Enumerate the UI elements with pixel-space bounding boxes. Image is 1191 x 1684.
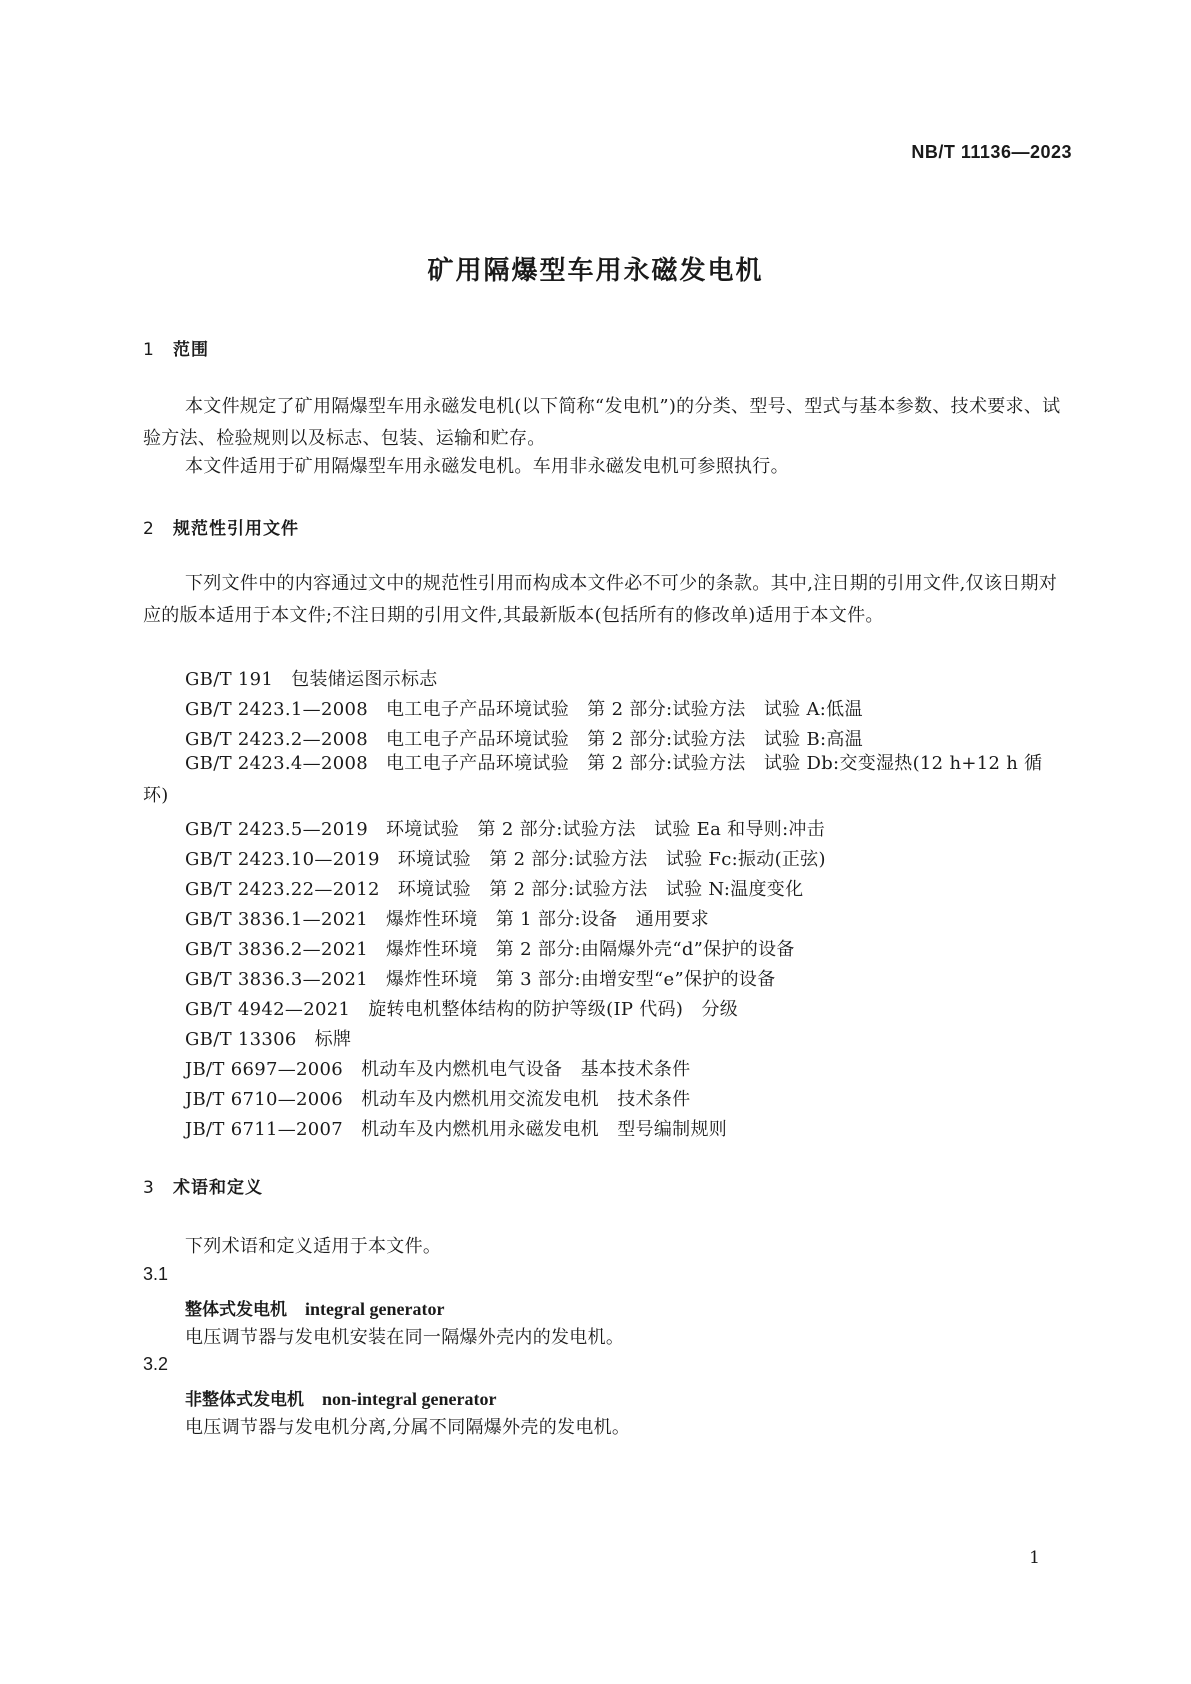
- term-name-en: non-integral generator: [322, 1389, 497, 1409]
- reference-title: 机动车及内燃机用永磁发电机 型号编制规则: [361, 1119, 728, 1140]
- term-number: 3.1: [143, 1264, 169, 1284]
- terms-intro-paragraph: 下列术语和定义适用于本文件。: [185, 1236, 442, 1257]
- reference-title: 包装储运图示标志: [291, 669, 438, 690]
- reference-title: 电工电子产品环境试验 第 2 部分:试验方法 试验 Db:交变湿热(12 h+12 h 循环): [143, 753, 1043, 806]
- term-definition: 电压调节器与发电机分离,分属不同隔爆外壳的发电机。: [185, 1417, 631, 1438]
- reference-code: GB/T 2423.5—2019: [185, 819, 368, 840]
- reference-code: GB/T 3836.1—2021: [185, 909, 368, 930]
- reference-item: [185, 815, 825, 841]
- reference-title: 旋转电机整体结构的防护等级(IP 代码) 分级: [368, 999, 739, 1020]
- reference-item: [185, 1055, 690, 1081]
- reference-code: GB/T 13306: [185, 1029, 297, 1050]
- section-title: 规范性引用文件: [173, 519, 299, 539]
- reference-title: 环境试验 第 2 部分:试验方法 试验 Ea 和导则:冲击: [386, 819, 826, 840]
- document-title: 矿用隔爆型车用永磁发电机: [427, 256, 764, 286]
- reference-code: JB/T 6711—2007: [185, 1119, 344, 1140]
- standard-number: NB/T 11136—2023: [911, 142, 1072, 162]
- reference-title: 电工电子产品环境试验 第 2 部分:试验方法 试验 B:高温: [386, 729, 863, 750]
- section-number: 3: [143, 1178, 155, 1198]
- reference-title: 爆炸性环境 第 1 部分:设备 通用要求: [386, 909, 709, 930]
- reference-item: [185, 1115, 727, 1141]
- reference-item: [185, 1085, 690, 1111]
- term-name: [185, 1385, 496, 1410]
- reference-item: [143, 748, 1063, 812]
- reference-code: GB/T 3836.3—2021: [185, 969, 368, 990]
- reference-code: GB/T 2423.1—2008: [185, 699, 368, 720]
- references-intro-paragraph: 下列文件中的内容通过文中的规范性引用而构成本文件必不可少的条款。其中,注日期的引用文件,仅该日期对应的版本适用于本文件;不注日期的引用文件,其最新版本(包括所有的修改单)适用于本文件。: [143, 573, 1058, 626]
- section-3-heading: [143, 1173, 263, 1198]
- reference-title: 电工电子产品环境试验 第 2 部分:试验方法 试验 A:低温: [386, 699, 863, 720]
- reference-item: [185, 935, 795, 961]
- term-name-zh: 整体式发电机: [185, 1300, 287, 1320]
- reference-code: GB/T 2423.4—2008: [185, 753, 368, 774]
- reference-title: 环境试验 第 2 部分:试验方法 试验 N:温度变化: [397, 879, 804, 900]
- scope-paragraph-1: 本文件规定了矿用隔爆型车用永磁发电机(以下简称“发电机”)的分类、型号、型式与基本参数、技术要求、试验方法、检验规则以及标志、包装、运输和贮存。: [143, 396, 1061, 449]
- reference-item: [185, 905, 709, 931]
- term-number: 3.2: [143, 1354, 169, 1374]
- page-number: 1: [1029, 1548, 1040, 1568]
- reference-code: JB/T 6697—2006: [185, 1059, 344, 1080]
- reference-title: 环境试验 第 2 部分:试验方法 试验 Fc:振动(正弦): [397, 849, 826, 870]
- term-name: [185, 1295, 444, 1320]
- reference-item: [185, 695, 863, 721]
- reference-code: GB/T 2423.2—2008: [185, 729, 368, 750]
- scope-paragraph-2: 本文件适用于矿用隔爆型车用永磁发电机。车用非永磁发电机可参照执行。: [185, 456, 789, 477]
- reference-item: [185, 1025, 351, 1051]
- reference-item: [185, 995, 738, 1021]
- reference-code: GB/T 4942—2021: [185, 999, 351, 1020]
- reference-title: 标牌: [314, 1029, 352, 1050]
- reference-code: GB/T 191: [185, 669, 274, 690]
- reference-code: GB/T 3836.2—2021: [185, 939, 368, 960]
- section-title: 范围: [173, 340, 209, 360]
- reference-item: [185, 875, 803, 901]
- section-1-heading: [143, 335, 209, 360]
- section-number: 1: [143, 340, 155, 360]
- reference-item: [185, 665, 438, 691]
- term-name-en: integral generator: [305, 1299, 445, 1319]
- reference-item: [185, 845, 826, 871]
- reference-code: JB/T 6710—2006: [185, 1089, 344, 1110]
- section-number: 2: [143, 519, 155, 539]
- reference-title: 爆炸性环境 第 3 部分:由增安型“e”保护的设备: [386, 969, 776, 990]
- reference-item: [185, 965, 776, 991]
- term-name-zh: 非整体式发电机: [185, 1390, 304, 1410]
- term-definition: 电压调节器与发电机安装在同一隔爆外壳内的发电机。: [185, 1327, 625, 1348]
- section-2-heading: [143, 514, 299, 539]
- reference-title: 机动车及内燃机用交流发电机 技术条件: [361, 1089, 691, 1110]
- reference-code: GB/T 2423.22—2012: [185, 879, 380, 900]
- reference-title: 爆炸性环境 第 2 部分:由隔爆外壳“d”保护的设备: [386, 939, 795, 960]
- reference-title: 机动车及内燃机电气设备 基本技术条件: [361, 1059, 691, 1080]
- section-title: 术语和定义: [173, 1178, 263, 1198]
- reference-code: GB/T 2423.10—2019: [185, 849, 380, 870]
